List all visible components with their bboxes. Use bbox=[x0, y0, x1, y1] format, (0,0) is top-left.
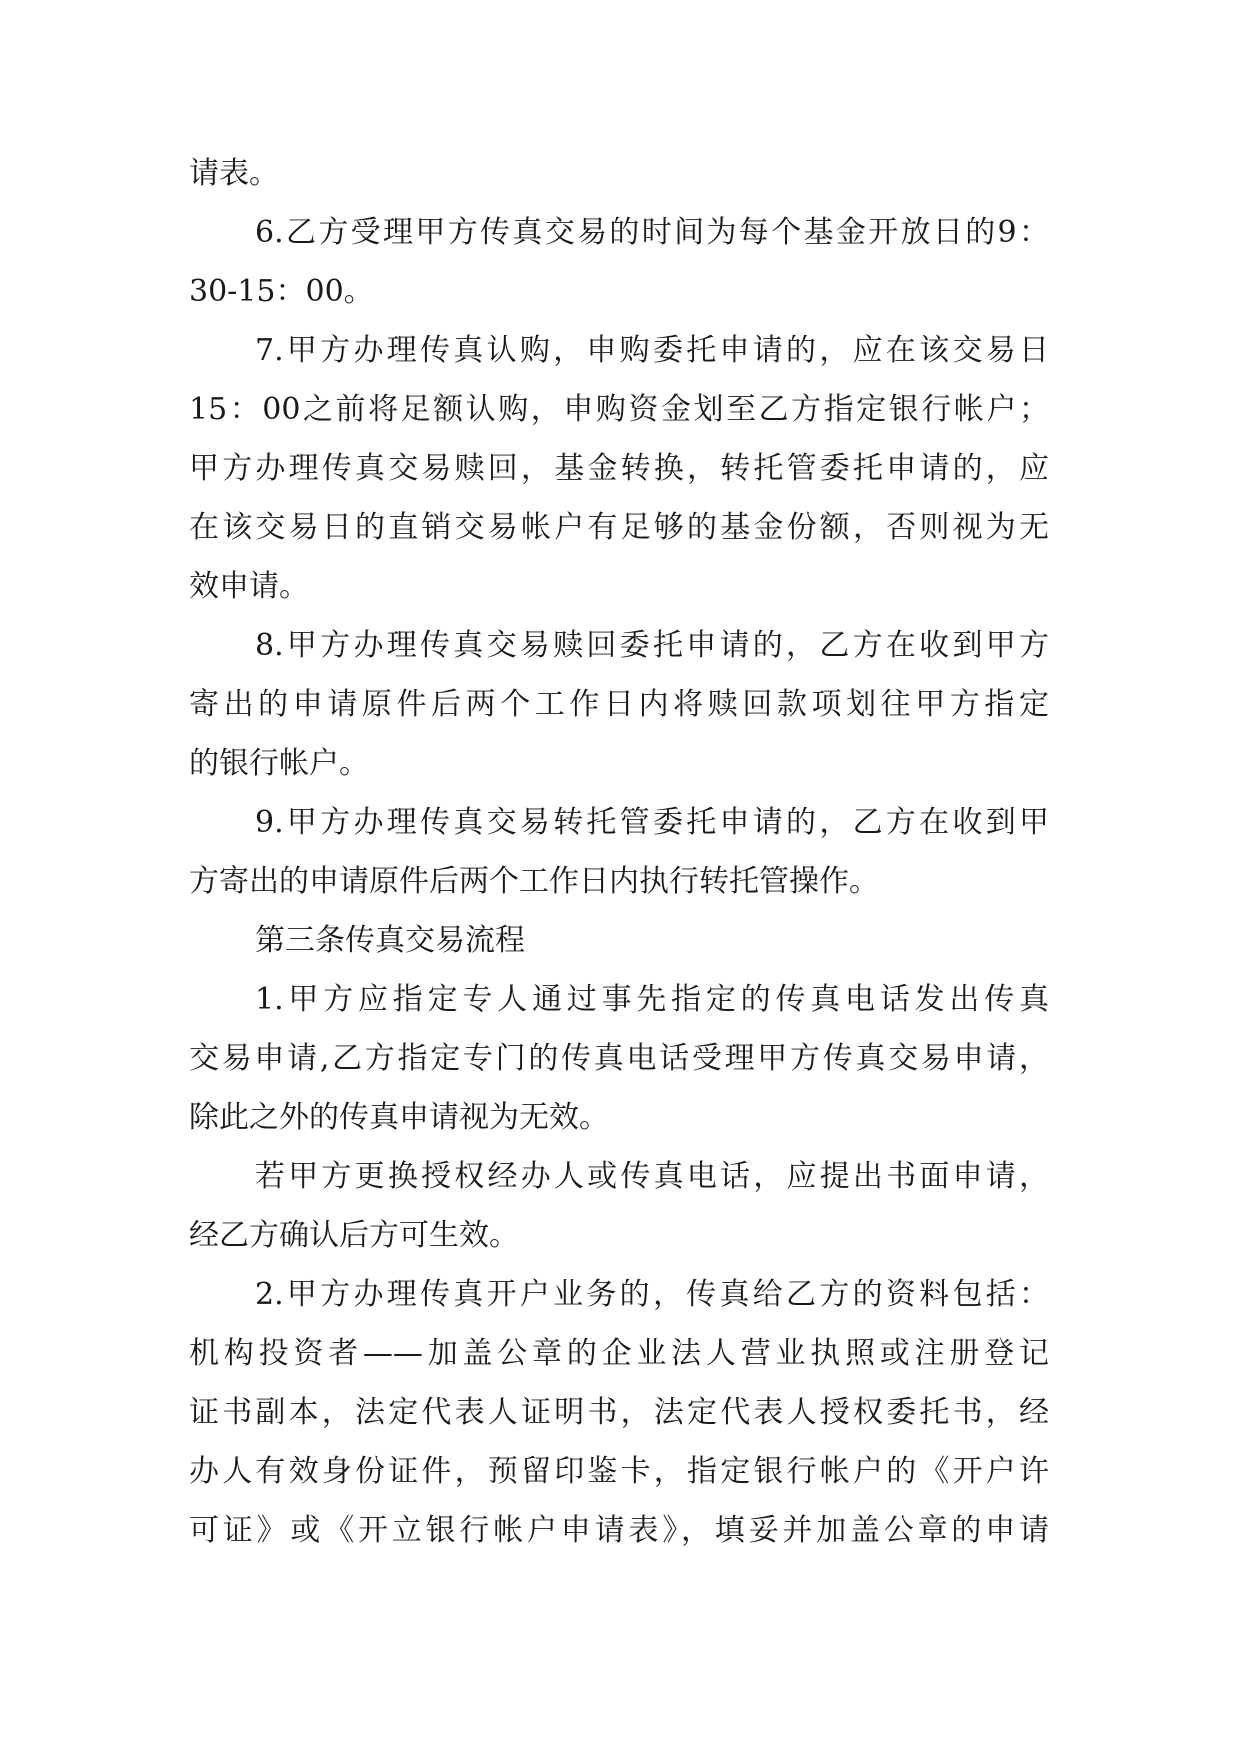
text-line: 机构投资者——加盖公章的企业法人营业执照或注册登记 bbox=[189, 1336, 1049, 1371]
text-line: 方寄出的申请原件后两个工作日内执行转托管操作。 bbox=[189, 864, 879, 899]
text-line: 寄出的申请原件后两个工作日内将赎回款项划往甲方指定 bbox=[189, 687, 1049, 722]
text-line: 甲方办理传真交易赎回，基金转换，转托管委托申请的，应 bbox=[189, 451, 1049, 486]
text-line: 交易申请,乙方指定专门的传真电话受理甲方传真交易申请， bbox=[189, 1041, 1049, 1076]
text-line: 效申请。 bbox=[189, 569, 309, 604]
text-line: 经乙方确认后方可生效。 bbox=[189, 1218, 519, 1253]
document-body bbox=[189, 144, 1049, 1560]
text-line: 7.甲方办理传真认购，申购委托申请的，应在该交易日 bbox=[255, 333, 1049, 368]
text-line: 9.甲方办理传真交易转托管委托申请的，乙方在收到甲 bbox=[255, 805, 1049, 840]
text-line: 办人有效身份证件，预留印鉴卡，指定银行帐户的《开户许 bbox=[189, 1454, 1049, 1489]
text-line: 15：00之前将足额认购，申购资金划至乙方指定银行帐户； bbox=[189, 392, 1049, 427]
text-line: 8.甲方办理传真交易赎回委托申请的，乙方在收到甲方 bbox=[255, 628, 1049, 663]
text-line: 第三条传真交易流程 bbox=[255, 923, 525, 958]
text-line: 除此之外的传真申请视为无效。 bbox=[189, 1100, 609, 1135]
text-line: 2.甲方办理传真开户业务的，传真给乙方的资料包括： bbox=[255, 1277, 1049, 1312]
text-line: 请表。 bbox=[189, 156, 279, 191]
text-line: 证书副本，法定代表人证明书，法定代表人授权委托书，经 bbox=[189, 1395, 1049, 1430]
text-line: 在该交易日的直销交易帐户有足够的基金份额，否则视为无 bbox=[189, 510, 1049, 545]
text-line: 1.甲方应指定专人通过事先指定的传真电话发出传真 bbox=[255, 982, 1049, 1017]
text-line: 6.乙方受理甲方传真交易的时间为每个基金开放日的9： bbox=[255, 215, 1049, 250]
text-line: 的银行帐户。 bbox=[189, 746, 369, 781]
text-line: 30-15：00。 bbox=[189, 274, 374, 309]
text-line: 可证》或《开立银行帐户申请表》，填妥并加盖公章的申请 bbox=[189, 1513, 1049, 1548]
text-line: 若甲方更换授权经办人或传真电话，应提出书面申请， bbox=[255, 1159, 1049, 1194]
